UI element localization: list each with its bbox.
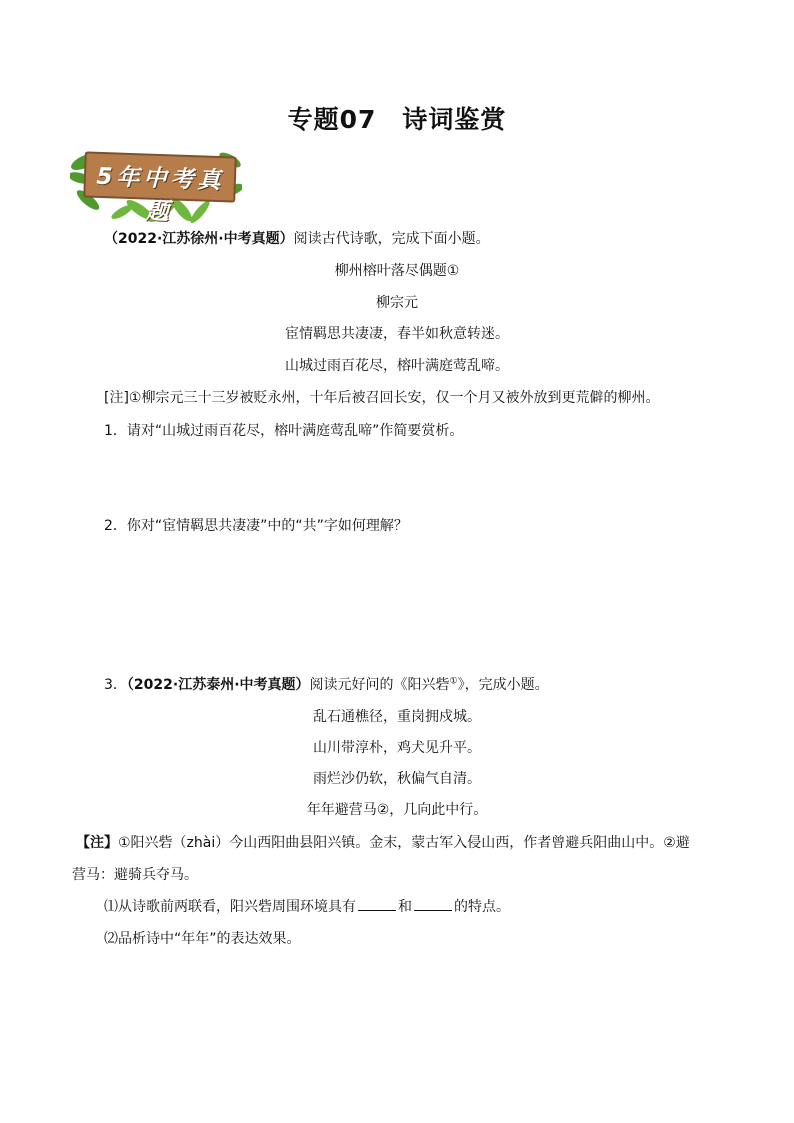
poem-2-line: 乱石通樵径，重岗拥戍城。: [313, 709, 481, 725]
poem-2-line: 年年避营马②，几向此中行。: [306, 802, 488, 818]
poem-1-title: 柳州榕叶落尽偶题①: [334, 263, 460, 279]
question-3-intro: [104, 676, 549, 694]
poem-1-note: [注]①柳宗元三十三岁被贬永州，十年后被召回长安，仅一个月又被外放到更荒僻的柳州。: [104, 390, 660, 406]
question-2: 2．你对“宦情羁思共凄凄”中的“共”字如何理解？: [104, 518, 408, 534]
question-1-source: （2022·江苏徐州·中考真题）: [104, 231, 294, 247]
question-3-intro-text-end: 》，完成小题。: [457, 677, 549, 693]
sub-1-text-mid: 和: [398, 899, 412, 915]
poem-2-note: [76, 834, 690, 852]
footnote-marker: ①: [449, 676, 458, 687]
answer-blank[interactable]: [358, 898, 396, 911]
note-text: ①阳兴砦（zhài）今山西阳曲县阳兴镇。金末，蒙古军入侵山西，作者曾避兵阳曲山中。②避: [118, 835, 690, 851]
page-title: 专题07 诗词鉴赏: [287, 105, 507, 134]
sub-1-text: ⑴从诗歌前两联看，阳兴砦周围环境具有: [104, 899, 356, 915]
question-3-intro-text: 阅读元好问的《阳兴砦: [309, 677, 450, 693]
section-badge: [70, 140, 242, 224]
note-label: 【注】: [76, 835, 118, 851]
poem-2-line: 山川带淳朴，鸡犬见升平。: [313, 740, 481, 756]
question-3-source: （2022·江苏泰州·中考真题）: [126, 677, 310, 693]
poem-1-line: 宦情羁思共凄凄，春半如秋意转迷。: [285, 326, 509, 342]
question-1: 1．请对“山城过雨百花尽，榕叶满庭莺乱啼”作简要赏析。: [104, 423, 464, 439]
poem-2-line: 雨烂沙仍软，秋偏气自清。: [313, 771, 481, 787]
poem-1-line: 山城过雨百花尽，榕叶满庭莺乱啼。: [285, 358, 509, 374]
answer-blank[interactable]: [414, 898, 452, 911]
question-1-intro: [104, 230, 490, 248]
question-1-intro-text: 阅读古代诗歌，完成下面小题。: [293, 231, 490, 247]
poem-2-note-cont: 营马：避骑兵夺马。: [72, 867, 198, 883]
question-3-number: 3．: [104, 677, 127, 693]
badge-text: 5年中考真题: [96, 163, 225, 226]
sub-1-text-end: 的特点。: [454, 899, 510, 915]
question-3-sub-2: ⑵品析诗中“年年”的表达效果。: [104, 931, 301, 947]
poem-1-author: 柳宗元: [376, 295, 418, 311]
question-3-sub-1: [104, 898, 510, 916]
